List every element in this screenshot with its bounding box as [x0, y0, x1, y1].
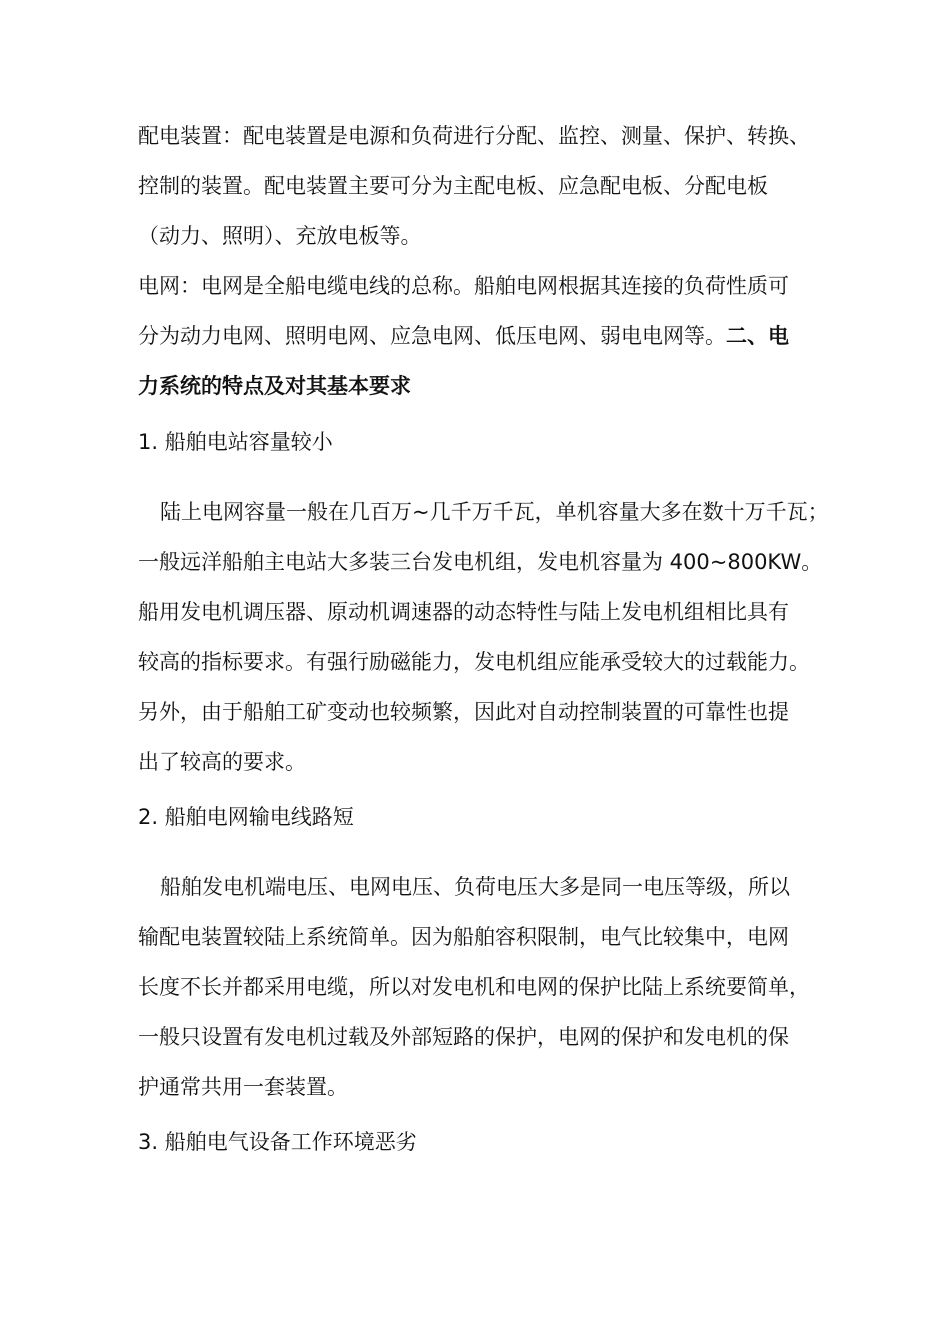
paragraph-grid-line-1: 电网：电网是全船电缆电线的总称。船舶电网根据其连接的负荷性质可	[138, 274, 789, 298]
paragraph-1-line-4: 较高的指标要求。有强行励磁能力，发电机组应能承受较大的过载能力。	[138, 650, 810, 674]
paragraph-2-line-2: 输配电装置较陆上系统简单。因为船舶容积限制，电气比较集中，电网	[138, 925, 789, 949]
section-heading-part-1: 二、电	[726, 324, 789, 348]
paragraph-1-line-6: 出了较高的要求。	[138, 750, 306, 774]
paragraph-distribution-line-3: （动力、照明）、充放电板等。	[138, 224, 422, 248]
paragraph-distribution-line-1: 配电装置：配电装置是电源和负荷进行分配、监控、测量、保护、转换、	[138, 124, 810, 148]
paragraph-2-line-1: 船舶发电机端电压、电网电压、负荷电压大多是同一电压等级，所以	[160, 875, 790, 899]
subheading-1: 1. 船舶电站容量较小	[138, 430, 333, 454]
paragraph-2-line-3: 长度不长并都采用电缆，所以对发电机和电网的保护比陆上系统要简单，	[138, 975, 810, 999]
paragraph-grid-line-2	[138, 322, 789, 350]
paragraph-distribution-line-2: 控制的装置。配电装置主要可分为主配电板、应急配电板、分配电板	[138, 174, 768, 198]
subheading-3: 3. 船舶电气设备工作环境恶劣	[138, 1130, 417, 1154]
paragraph-1-line-5: 另外，由于船舶工矿变动也较频繁，因此对自动控制装置的可靠性也提	[138, 700, 789, 724]
paragraph-grid-text: 分为动力电网、照明电网、应急电网、低压电网、弱电电网等。	[138, 324, 726, 348]
paragraph-2-line-5: 护通常共用一套装置。	[138, 1075, 348, 1099]
subheading-2: 2. 船舶电网输电线路短	[138, 805, 354, 829]
paragraph-1-line-2: 一般远洋船舶主电站大多装三台发电机组，发电机容量为 400~800KW。	[138, 550, 823, 574]
section-heading-part-2: 力系统的特点及对其基本要求	[138, 374, 411, 398]
paragraph-1-line-3: 船用发电机调压器、原动机调速器的动态特性与陆上发电机组相比具有	[138, 600, 789, 624]
paragraph-1-line-1: 陆上电网容量一般在几百万~几千万千瓦，单机容量大多在数十万千瓦；	[160, 500, 829, 524]
paragraph-2-line-4: 一般只设置有发电机过载及外部短路的保护，电网的保护和发电机的保	[138, 1025, 789, 1049]
